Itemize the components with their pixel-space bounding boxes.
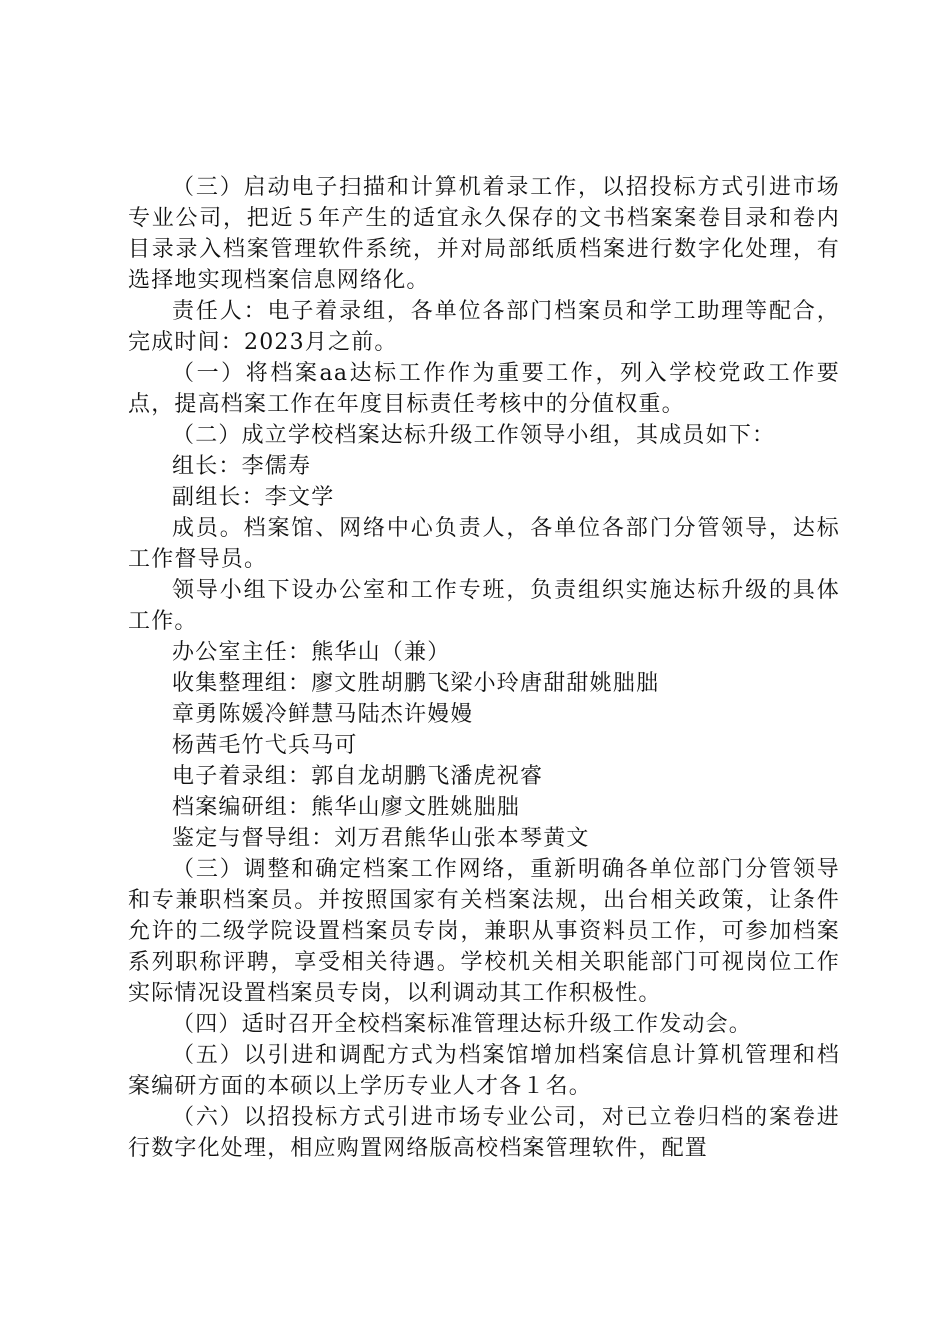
paragraph-electronic-scanning: （三）启动电子扫描和计算机着录工作，以招投标方式引进市场专业公司，把近５年产生的适宜永久保存的文书档案案卷目录和卷内目录录入档案管理软件系统，并对局部纸质档案进行数字化处理，有选择地实现档案信息网络化。 (128, 175, 840, 293)
paragraph-collection-group-cont-1: 章勇陈媛冷鲜慧马陆杰许嫚嫚 (172, 702, 474, 727)
paragraph-leading-group: （二）成立学校档案达标升级工作领导小组，其成员如下： (172, 423, 776, 448)
paragraph-group-leader: 组长：李儒寿 (172, 454, 312, 479)
paragraph-archive-network: （三）调整和确定档案工作网络，重新明确各单位部门分管领导和专兼职档案员。并按照国家有关档案法规，出台相关政策，让条件允许的二级学院设置档案员专岗，兼职从事资料员工作，可参加档案系列职称评聘，享受相关待遇。学校机关相关职能部门可视岗位工作实际情况设置档案员专岗，以利调动其工作积极性。 (128, 857, 840, 1006)
paragraph-responsible-person: 责任人：电子着录组，各单位各部门档案员和学工助理等配合，完成时间：2023月之前。 (128, 299, 840, 355)
paragraph-office-director: 办公室主任：熊华山（兼） (172, 640, 451, 665)
paragraph-members: 成员。档案馆、网络中心负责人，各单位各部门分管领导，达标工作督导员。 (128, 516, 840, 572)
paragraph-digitization: （六）以招投标方式引进市场专业公司，对已立卷归档的案卷进行数字化处理，相应购置网络版高校档案管理软件，配置 (128, 1105, 840, 1161)
paragraph-collection-group-cont-2: 杨茜毛竹弋兵马可 (172, 733, 358, 758)
document-body (128, 172, 840, 1164)
paragraph-electronic-recording-group: 电子着录组：郭自龙胡鹏飞潘虎祝睿 (172, 764, 544, 789)
paragraph-mobilization-meeting: （四）适时召开全校档案标准管理达标升级工作发动会。 (172, 1012, 753, 1037)
paragraph-talent-recruitment: （五）以引进和调配方式为档案馆增加档案信息计算机管理和档案编研方面的本硕以上学历专业人才各１名。 (128, 1043, 840, 1099)
paragraph-office-and-task-force: 领导小组下设办公室和工作专班，负责组织实施达标升级的具体工作。 (128, 578, 840, 634)
paragraph-deputy-leader: 副组长：李文学 (172, 485, 335, 510)
paragraph-appraisal-group: 鉴定与督导组：刘万君熊华山张本琴黄文 (172, 826, 590, 851)
paragraph-collection-group: 收集整理组：廖文胜胡鹏飞梁小玲唐甜甜姚朏朏 (172, 671, 660, 696)
paragraph-aa-standard-work: （一）将档案aa达标工作作为重要工作，列入学校党政工作要点，提高档案工作在年度目标责任考核中的分值权重。 (128, 361, 840, 417)
paragraph-compilation-group: 档案编研组：熊华山廖文胜姚朏朏 (172, 795, 521, 820)
